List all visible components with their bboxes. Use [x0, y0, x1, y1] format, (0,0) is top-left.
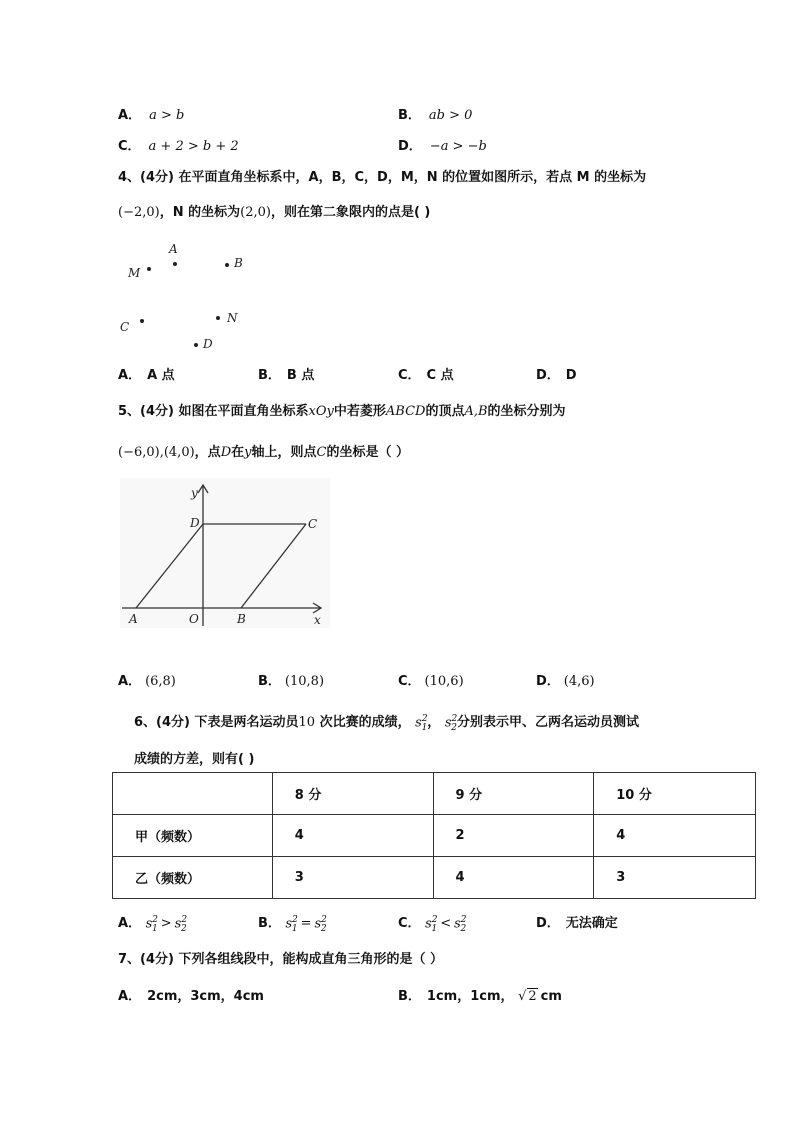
table-header-row	[113, 773, 756, 815]
q5-option-b: B． (10,8)	[258, 674, 325, 689]
table-cell: 9 分	[433, 773, 594, 815]
q4-stem-line2: (−2,0) ，N 的坐标为 (2,0) ，则在第二象限内的点是( )	[118, 205, 431, 220]
point-n	[216, 316, 220, 320]
label-o: O	[189, 612, 199, 626]
table-cell: 4	[594, 815, 756, 857]
q7-option-b: B． 1cm，1cm， √ 2 cm	[398, 989, 562, 1004]
label-a: A	[169, 242, 178, 256]
sqrt-radicand: 2	[528, 989, 537, 1004]
point-c	[140, 319, 144, 323]
label-n: N	[227, 311, 238, 325]
label-b: B	[234, 256, 243, 270]
label-a: A	[129, 612, 138, 626]
label-x: x	[314, 613, 321, 627]
figure-background	[120, 478, 330, 628]
q4-option-a: A． A 点	[118, 368, 175, 383]
label-c: C	[120, 320, 130, 334]
q4-option-c: C． C 点	[398, 368, 454, 383]
point-a	[173, 262, 177, 266]
label-d: D	[190, 516, 200, 530]
q5-option-c: C． (10,6)	[398, 674, 464, 689]
q6-stem-line1: 6、(4分) 下表是两名运动员 10 次比赛的成绩， $s^2_1$ ， $s^2_2$ 分别表示甲、乙两名运动员测试	[134, 713, 639, 733]
variance-s1: $s^2_1$	[415, 713, 428, 733]
q6-option-a: A． $s^2_1$ > $s^2_2$	[118, 914, 188, 934]
label-y: y	[191, 486, 198, 500]
label-m: M	[128, 266, 141, 280]
q6-option-c: C． $s^2_1$ < $s^2_2$	[398, 914, 467, 934]
table-cell: 8 分	[272, 773, 433, 815]
q5-rhombus-figure	[120, 478, 330, 628]
q3-option-c: C． a + 2 > b + 2	[118, 139, 239, 154]
table-cell: 乙（频数）	[113, 857, 273, 899]
point-m	[147, 267, 151, 271]
table-cell: 10 分	[594, 773, 756, 815]
table-cell: 3	[272, 857, 433, 899]
label-d: D	[203, 337, 213, 351]
table-row	[113, 815, 756, 857]
q5-stem-line2: (−6,0),(4,0) ，点 D 在 y 轴上，则点 C 的坐标是（ ）	[118, 445, 409, 460]
label-c: C	[308, 517, 318, 531]
table-cell: 4	[272, 815, 433, 857]
table-cell: 3	[594, 857, 756, 899]
q6-option-b: B． $s^2_1$ = $s^2_2$	[258, 914, 327, 934]
q7-stem: 7、(4分) 下列各组线段中，能构成直角三角形的是（ ）	[118, 952, 444, 967]
label-b: B	[237, 612, 246, 626]
q3-option-d: D． −a > −b	[398, 139, 487, 154]
q3-option-b: B． ab > 0	[398, 108, 473, 123]
q6-option-d: D． 无法确定	[536, 916, 618, 931]
table-row	[113, 857, 756, 899]
q6-score-table	[112, 772, 756, 899]
q6-stem-line2: 成绩的方差，则有( )	[134, 752, 255, 767]
variance-s2: $s^2_2$	[444, 713, 458, 733]
q3-option-a: A． a > b	[118, 108, 185, 123]
q7-option-a: A． 2cm，3cm，4cm	[118, 989, 264, 1004]
q4-stem-line1: 4、(4分) 在平面直角坐标系中，A，B，C，D，M，N 的位置如图所示，若点 M 的坐标为	[118, 170, 647, 185]
point-b	[225, 263, 229, 267]
q5-option-a: A． (6,8)	[118, 674, 176, 689]
table-cell: 甲（频数）	[113, 815, 273, 857]
table-cell	[113, 773, 273, 815]
table-cell: 2	[433, 815, 594, 857]
point-d	[194, 343, 198, 347]
sqrt-sign: √	[518, 989, 527, 1004]
q5-option-d: D． (4,6)	[536, 674, 595, 689]
q4-point-figure	[112, 238, 262, 356]
table-cell: 4	[433, 857, 594, 899]
q4-option-b: B． B 点	[258, 368, 315, 383]
q4-option-d: D． D	[536, 368, 577, 383]
q5-stem-line1: 5、(4分) 如图在平面直角坐标系 xOy 中若菱形 ABCD 的顶点 A,B 的坐标分别为	[118, 404, 566, 419]
